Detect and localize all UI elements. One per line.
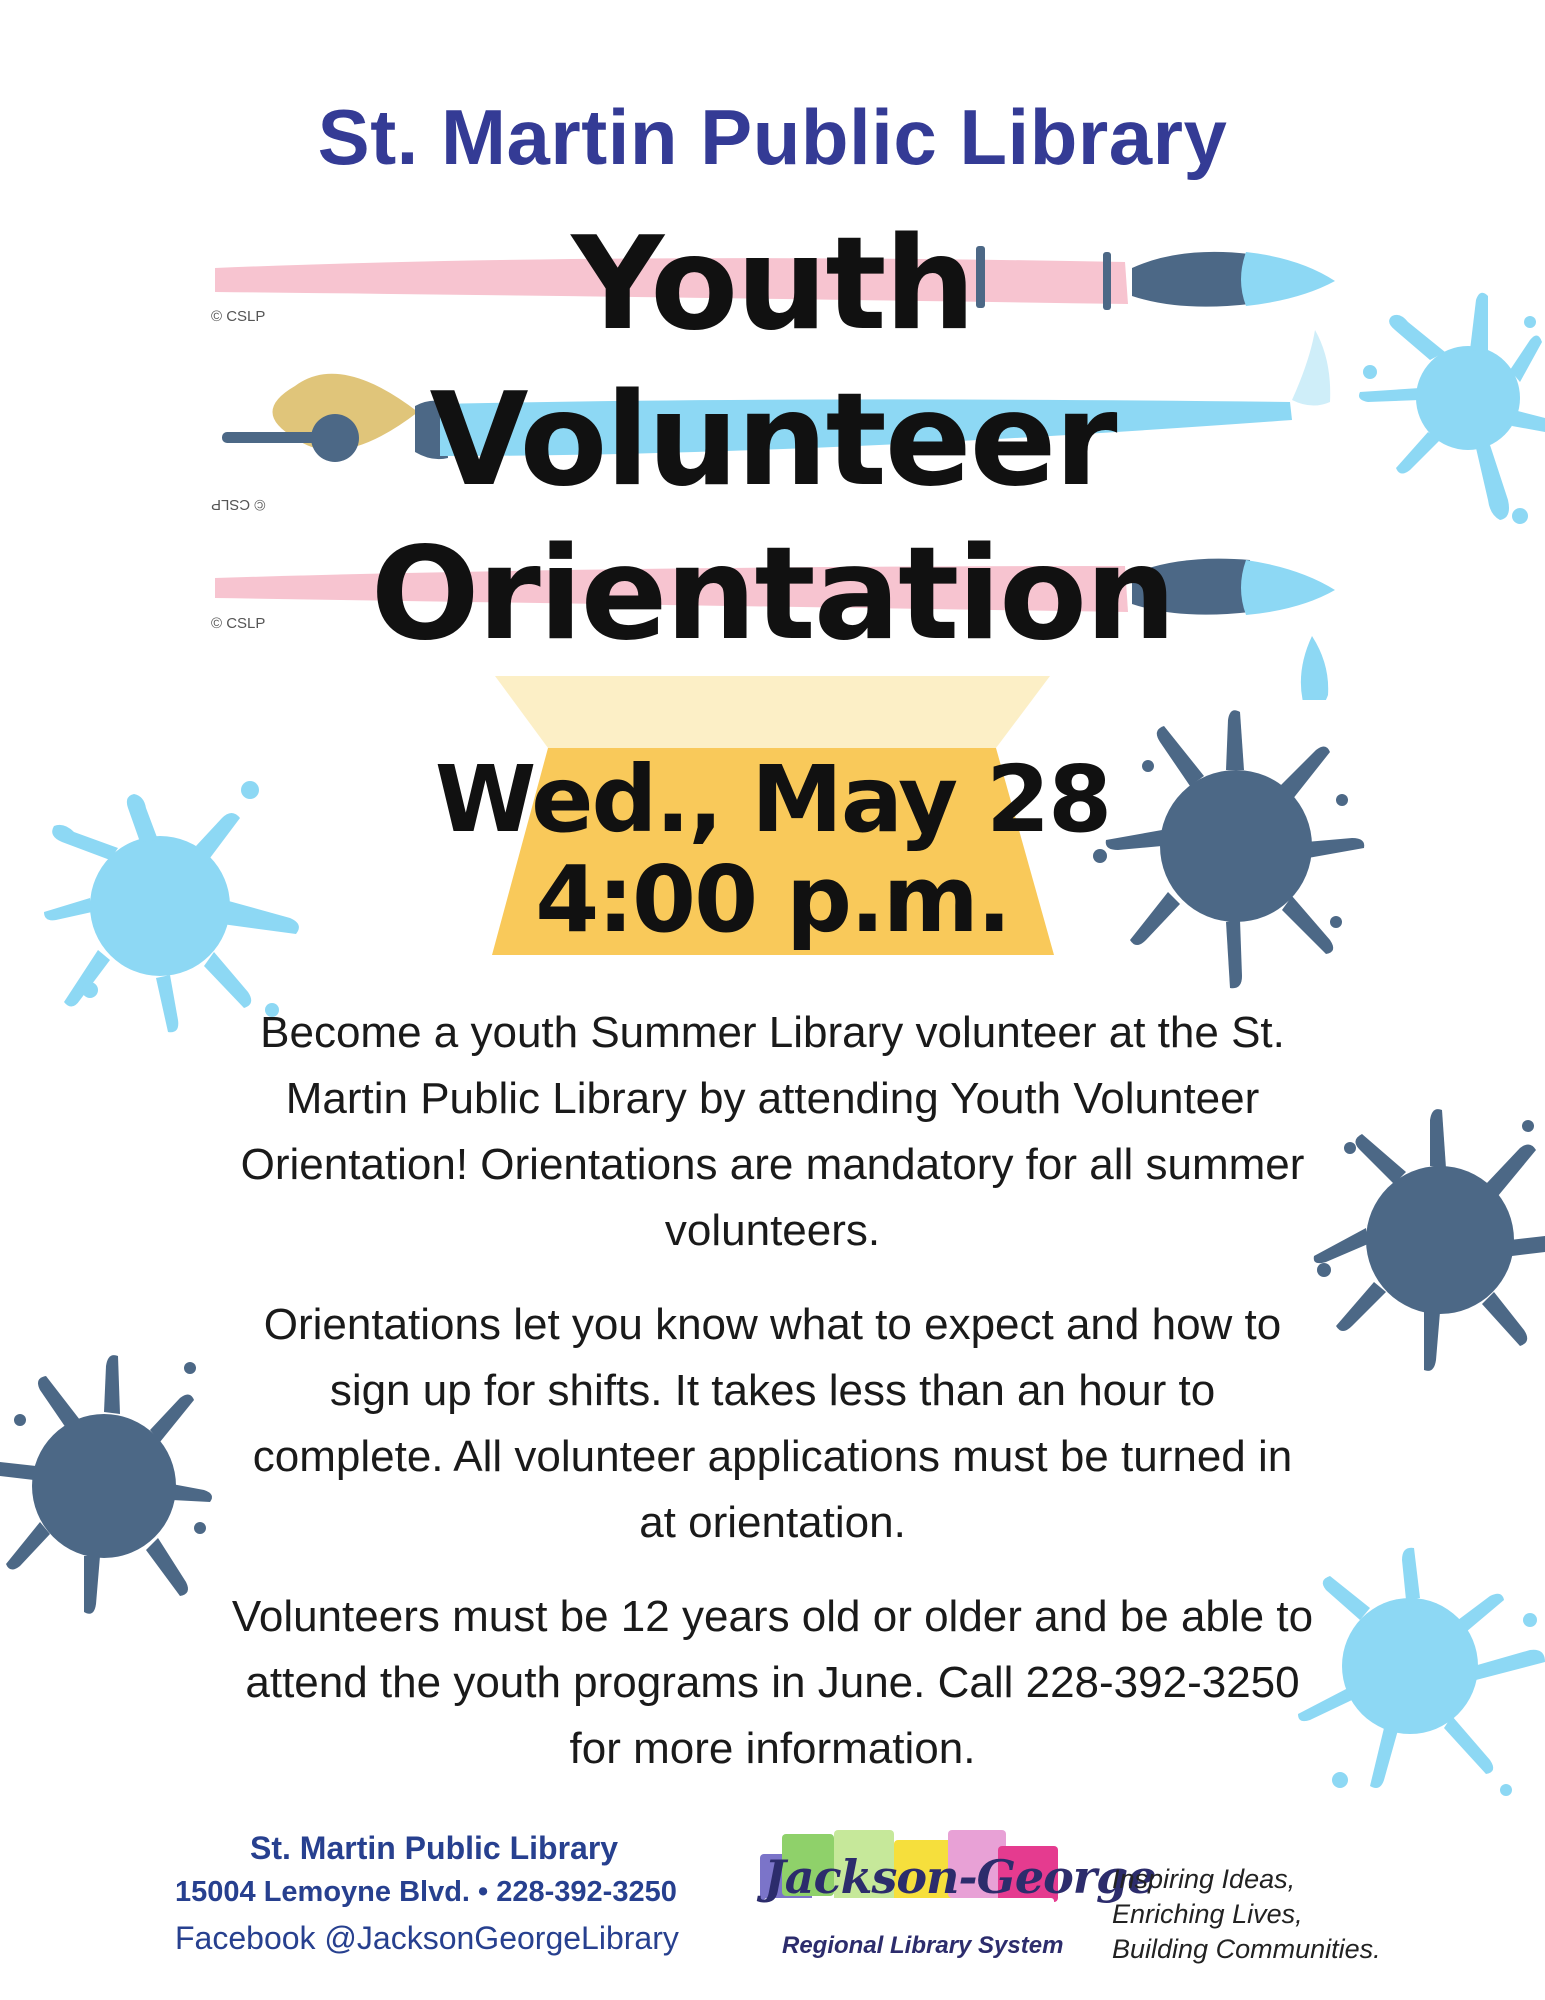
headline-line-1: Youth (571, 210, 974, 359)
event-time: 4:00 p.m. (535, 846, 1010, 953)
copyright-credit: © CSLP (211, 308, 266, 325)
headline-line-3: Orientation (370, 520, 1175, 669)
event-date: Wed., May 28 (434, 746, 1111, 853)
logo-subtitle: Regional Library System (782, 1932, 1064, 1959)
description-paragraph-2: Orientations let you know what to expect and how to sign up for shifts. It takes less than an hour to complete. All volunteer applications must be turned in at orientation. (252, 1300, 1293, 1547)
logo-wordmark: Jackson-George (764, 1850, 1156, 1904)
description-paragraph-1: Become a youth Summer Library volunteer at the St. Martin Public Library by attending Youth Volunteer Orientation! Orientations are mandatory for all summer volunteers. (240, 1008, 1305, 1255)
library-title: St. Martin Public Library (317, 93, 1228, 181)
splat-light-icon (1359, 293, 1545, 524)
copyright-credit-mirrored: © CSLP (211, 496, 266, 513)
footer-facebook-link[interactable]: Facebook @JacksonGeorgeLibrary (175, 1920, 679, 1956)
splat-dark-icon (1314, 1109, 1545, 1371)
copyright-credit: © CSLP (211, 615, 266, 632)
headline-line-2: Volunteer (429, 366, 1116, 515)
footer-address: 15004 Lemoyne Blvd. • 228-392-3250 (175, 1876, 677, 1908)
tagline-line-3: Building Communities. (1112, 1934, 1381, 1964)
tagline-line-2: Enriching Lives, (1112, 1899, 1303, 1929)
splat-light-icon (1298, 1548, 1545, 1796)
splat-dark-icon (0, 1355, 212, 1614)
footer-library-name: St. Martin Public Library (250, 1830, 619, 1866)
description-paragraph-3: Volunteers must be 12 years old or older and be able to attend the youth programs in June. Call 228-392-3250 for more information. (231, 1592, 1314, 1773)
tagline-line-1: Inspiring Ideas, (1112, 1864, 1296, 1894)
